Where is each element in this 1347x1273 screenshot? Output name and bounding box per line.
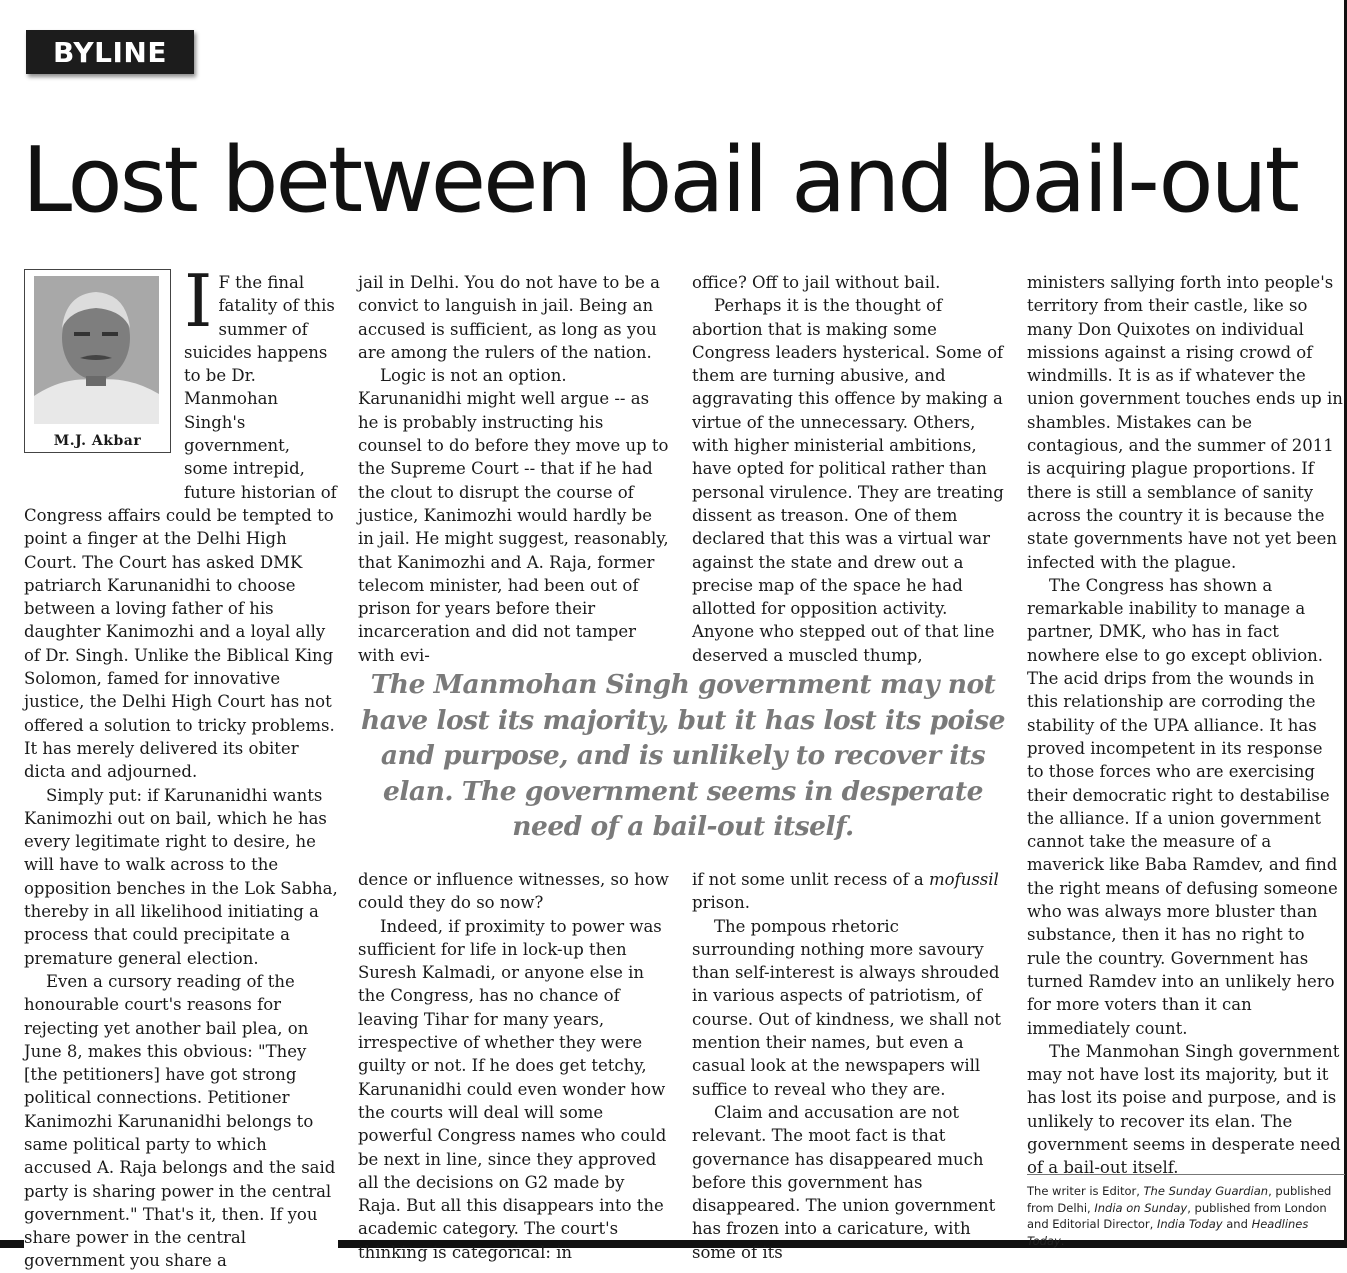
footnote-publication: India Today <box>1156 1217 1223 1231</box>
article-column-4 <box>1027 271 1343 1180</box>
author-photo-frame <box>24 269 171 453</box>
italic-word: mofussil <box>929 870 999 889</box>
footnote-text: . <box>1060 1233 1065 1248</box>
paragraph: jail in Delhi. You do not have to be a convict to languish in jail. Being an accused is sufficient, as long as you are among the rulers of the nation. <box>358 273 661 362</box>
paragraph: Logic is not an option. Karunanidhi might well argue -- as he is probably instructing his counsel to do before they move up to the Supreme Court -- that if he had the clout to disrupt the course of justice, Kanimozhi would hardly be in jail. He might suggest, reasonably, that Kanimozhi and A. Raja, former telecom minister, had been out of prison for years before their incarceration and did not tamper with evi- <box>358 366 669 665</box>
footnote-publication: India on Sunday <box>1094 1200 1188 1215</box>
footnote-text: , published from London and Editorial Director, <box>1027 1200 1327 1231</box>
article-column-2-bottom <box>358 868 670 1264</box>
paragraph: The Congress has shown a remarkable inability to manage a partner, DMK, who has in fact nowhere else to go except oblivion. The acid drips from the wounds in this relationship are corroding the stability of the UPA alliance. It has proved incompetent in its response to those forces who are exercising their democratic right to destabilise the alliance. If a union government cannot take the measure of a maverick like Baba Ramdev, and find the right means of defusing someone who was always more bluster than substance, then it has no right to rule the country. Government has turned Ramdev into an unlikely hero for more voters than it can immediately count. <box>1027 575 1338 1038</box>
author-caption: M.J. Akbar <box>53 433 142 449</box>
footnote-text: and <box>1222 1217 1252 1231</box>
portrait-drawing <box>34 276 159 424</box>
article-column-3-bottom <box>692 868 1006 1264</box>
paragraph: The Manmohan Singh government may not have lost its majority, but it has lost its poise and purpose, and is unlikely to recover its elan. The government seems in desperate need of a bail-out itself. <box>1027 1041 1341 1178</box>
paragraph: Simply put: if Karunanidhi wants Kanimozhi out on bail, which he has every legitimate right to desire, he will have to walk across to the opposition benches in the Lok Sabha, thereby in all likelihood initiating a process that could precipitate a premature general election. <box>24 785 338 968</box>
footnote-text: , published from Delhi, <box>1027 1184 1332 1215</box>
paragraph: ministers sallying forth into people's territory from their castle, like so many Don Quixotes on individual missions against a rising crowd of windmills. It is as if whatever the union government touches ends up in shambles. Mistakes can be contagious, and the summer of 2011 is acquiring plague proportions. If there is still a semblance of sanity across the country it is because the state governments have not yet been infected with the plague. <box>1027 273 1343 572</box>
paragraph: Perhaps it is the thought of abortion that is making some Congress leaders hysterical. Some of them are turning abusive, and aggravating this offence by making a virtue of the unnecessary. Others, with higher ministerial ambitions, have opted for political rather than personal virulence. They are treating dissent as treason. One of them declared that this was a virtual war against the state and drew out a precise map of the space he had allotted for opposition activity. Anyone who stepped out of that line deserved a muscled thump, <box>692 296 1004 665</box>
paragraph: Indeed, if proximity to power was sufficient for life in lock-up then Suresh Kalmadi, or anyone else in the Congress, has no chance of leaving Tihar for many years, irrespective of whether they were guilty or not. If he does get tetchy, Karunanidhi could even wonder how the courts will deal will some powerful Congress names who could be next in line, since they approved all the decisions on G2 made by Raja. But all this disappears into the academic category. The court's thinking is categorical: in <box>358 916 667 1262</box>
section-tag: BYLINE <box>26 30 194 74</box>
footnote-text: The writer is Editor, <box>1027 1184 1144 1198</box>
paragraph-text: prison. <box>692 893 750 913</box>
article-column-3-top <box>692 271 1006 667</box>
pull-quote: The Manmohan Singh government may not have lost its majority, but it has lost its poise and purpose, and is unlikely to recover its elan. The government seems in desperate need of a bail-out itself. <box>360 669 1006 842</box>
author-footnote <box>1027 1174 1345 1249</box>
paragraph-text: F the final fatality of this summer of suicides happens to be Dr. Manmohan Singh's government, some intrepid, future historian of Congress affairs could be tempted to point a finger at the Delhi High Court. The Court has asked DMK patriarch Karunanidhi to choose between a loving father of his daughter Kanimozhi and a loyal ally of Dr. Singh. Unlike the Biblical King Solomon, famed for innovative justice, the Delhi High Court has not offered a solution to tricky problems. It has merely delivered its obiter dicta and adjourned. <box>24 273 337 782</box>
footnote-publication: Headlines Today <box>1027 1217 1309 1248</box>
paragraph: The pompous rhetoric surrounding nothing more savoury than self-interest is always shrouded in various aspects of patriotism, of course. Out of kindness, we shall not mention their names, but even a casual look at the newspapers will suffice to reveal who they are. <box>692 916 1002 1099</box>
paragraph-text: if not some unlit recess of a <box>692 870 930 889</box>
headline: Lost between bail and bail-out <box>22 128 1297 233</box>
article-column-2-top <box>358 271 670 667</box>
footnote-publication: The Sunday Guardian <box>1143 1184 1269 1198</box>
author-portrait-image <box>34 276 159 424</box>
paragraph: office? Off to jail without bail. <box>692 273 941 292</box>
paragraph: Claim and accusation are not relevant. The moot fact is that governance has disappeared much before this government has disappeared. The union government has frozen into a caricature, with some of its <box>692 1102 996 1262</box>
drop-cap: I <box>184 259 213 343</box>
paragraph: dence or influence witnesses, so how could they do so now? <box>358 870 669 913</box>
paragraph <box>692 868 1006 915</box>
paragraph: Even a cursory reading of the honourable court's reasons for rejecting yet another bail plea, on June 8, makes this obvious: "They [the petitioners] have got strong political connections. Petitioner Kanimozhi Karunanidhi belongs to same political party to which accused A. Raja belongs and the said party is sharing power in the central government." That's it, then. If you share power in the central government you share a <box>24 971 336 1271</box>
